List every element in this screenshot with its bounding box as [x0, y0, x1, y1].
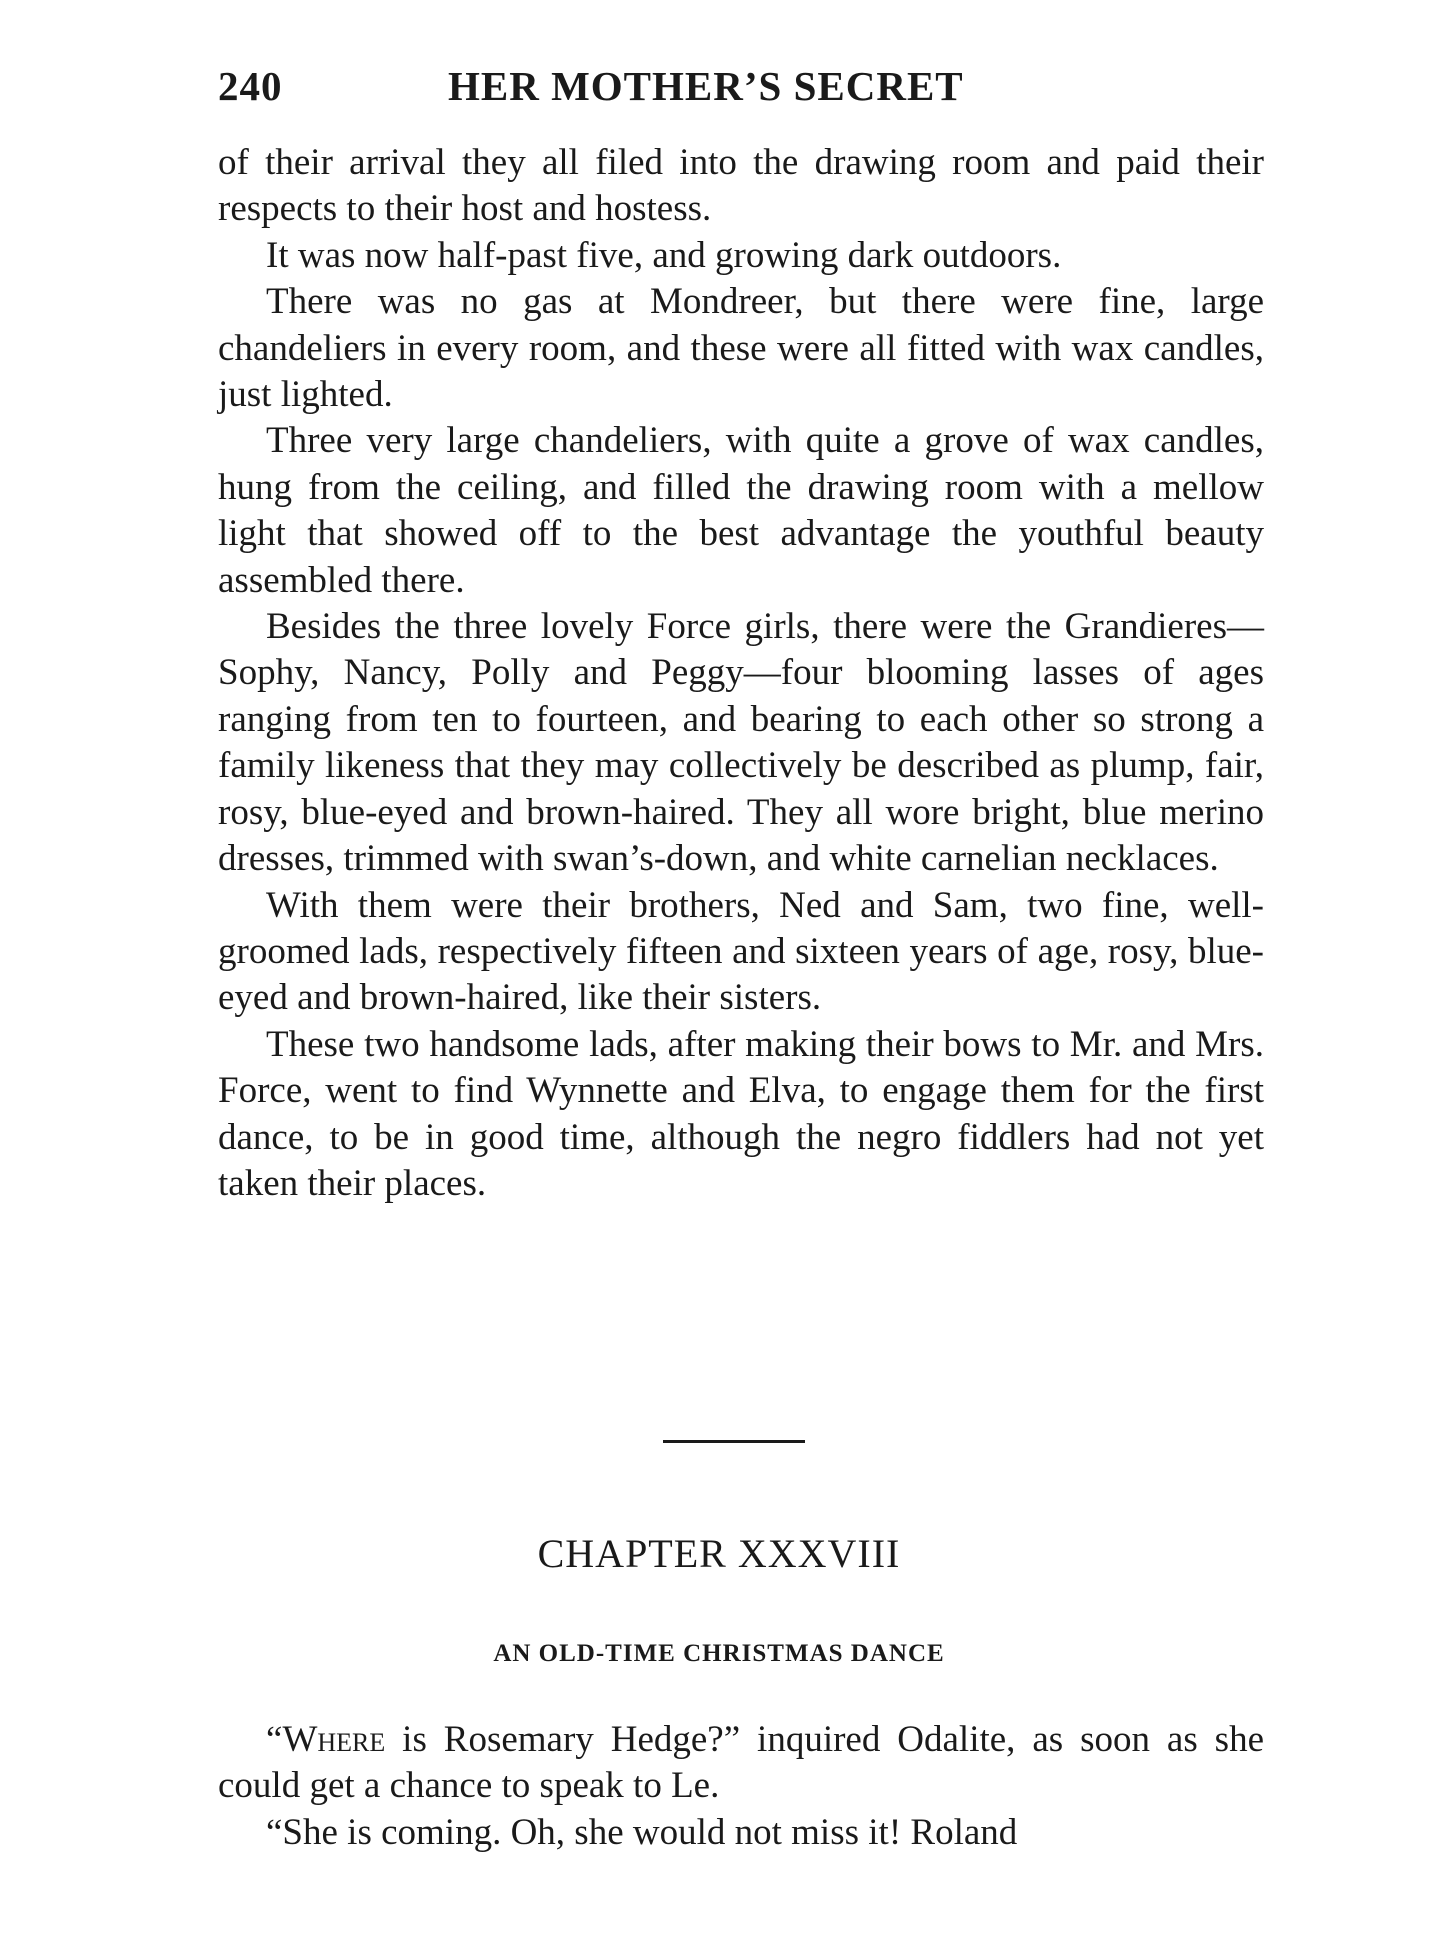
chapter-subtitle: AN OLD-TIME CHRISTMAS DANCE: [493, 1640, 945, 1667]
chapter-opening-text: [218, 1717, 1264, 1856]
paragraph-5: Besides the three lovely Force girls, there were the Grandieres—Sophy, Nancy, Polly and Peggy—four blooming lasses of ages ranging from ten to fourteen, and bearing to each other so strong a family likeness that they may collectively be described as plump, fair, rosy, blue-eyed and brown-haired. They all wore bright, blue merino dresses, trimmed with swan’s-down, and white carnelian necklaces.: [218, 606, 1264, 880]
paragraph-7: These two handsome lads, after making their bows to Mr. and Mrs. Force, went to find Wynnette and Elva, to engage them for the first dance, to be in good time, although the negro fiddlers had not yet taken their places.: [218, 1023, 1264, 1204]
chapter-paragraph-1: [218, 1717, 1264, 1810]
paragraph-6: With them were their brothers, Ned and Sam, two fine, well-groomed lads, respectively fifteen and sixteen years of age, rosy, blue-eyed and brown-haired, like their sisters.: [218, 884, 1264, 1019]
opening-quote: “: [266, 1719, 283, 1760]
paragraph-1: of their arrival they all filed into the drawing room and paid their respects to their host and hostess.: [218, 142, 1264, 230]
chapter-heading: CHAPTER XXXVIII: [537, 1531, 901, 1576]
paragraph-4: Three very large chandeliers, with quite a grove of wax candles, hung from the ceiling, and filled the drawing room with a mellow light that showed off to the best advantage the youthful beauty assembled there.: [218, 420, 1264, 601]
paragraph-2: It was now half-past five, and growing dark outdoors.: [266, 234, 1062, 276]
chapter-end-text: [218, 140, 1264, 1207]
running-title: HER MOTHER’S SECRET: [448, 63, 964, 109]
paragraph-3: There was no gas at Mondreer, but there were fine, large chandeliers in every room, and these were all fitted with wax candles, just lighted.: [218, 281, 1264, 416]
running-head: [218, 62, 1264, 122]
opening-word: Where: [282, 1719, 386, 1760]
chapter-paragraph-2: “She is coming. Oh, she would not miss it! Roland: [266, 1811, 1018, 1853]
chapter-paragraph-1-rest: is Rosemary Hedge?” inquired Odalite, as soon as she could get a chance to speak to Le.: [218, 1719, 1264, 1807]
page-number: 240: [218, 63, 283, 109]
section-divider: [663, 1440, 805, 1443]
